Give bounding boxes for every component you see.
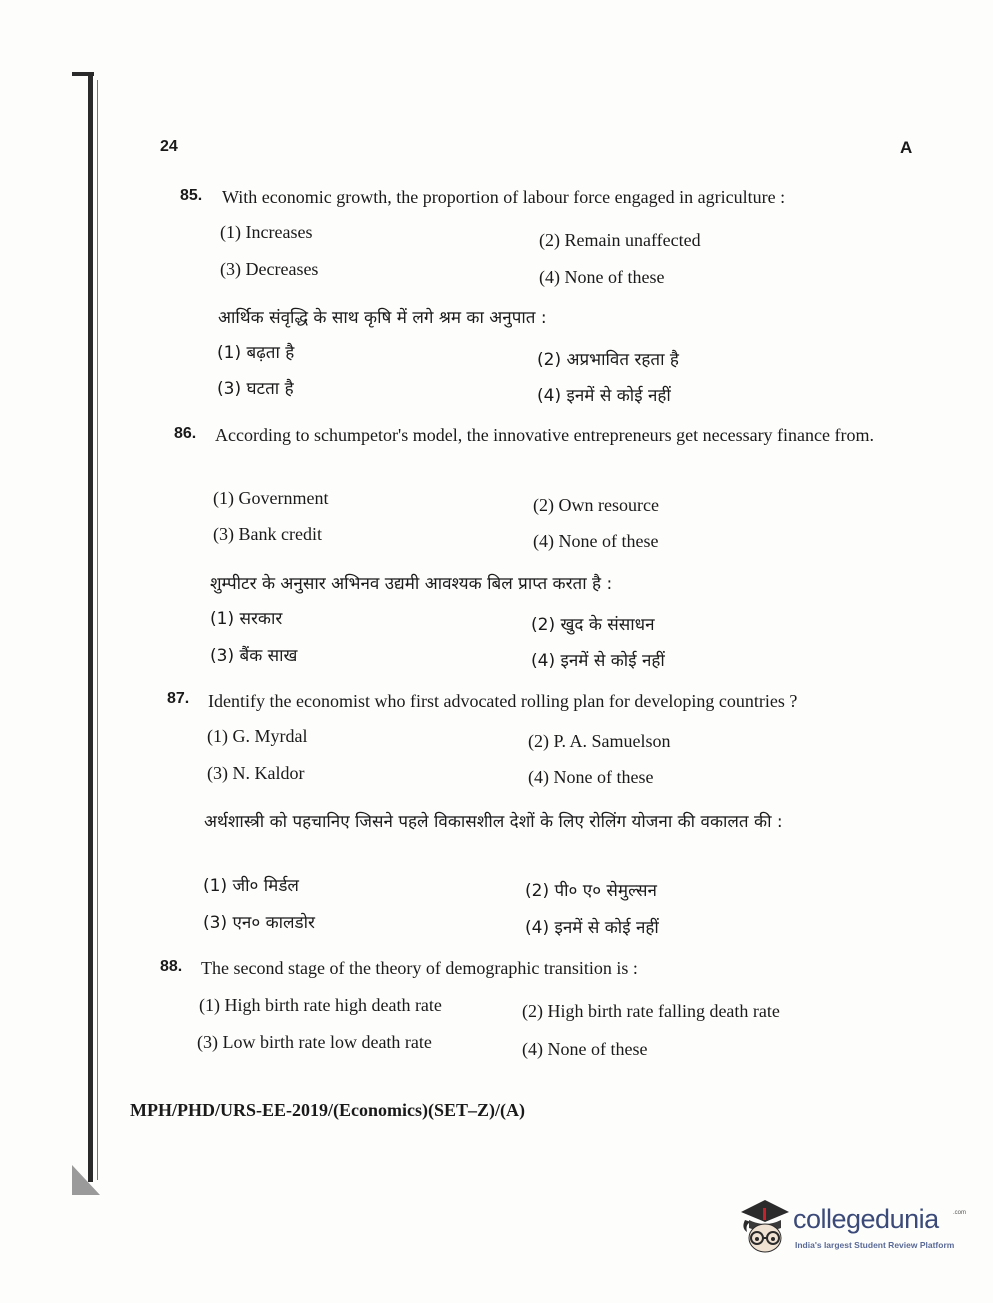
question-text-en: The second stage of the theory of demographic transition is : (201, 958, 638, 978)
question-number: 86. (174, 425, 197, 442)
option-4-hi: (4) इनमें से कोई नहीं (525, 918, 659, 938)
option-1-en: (1) High birth rate high death rate (199, 995, 442, 1015)
option-2-en: (2) Own resource (533, 495, 659, 515)
student-mascot-icon (735, 1198, 793, 1258)
option-1-hi: (1) जी० मिर्डल (203, 876, 299, 896)
option-4-hi: (4) इनमें से कोई नहीं (531, 651, 665, 671)
option-2-en: (2) High birth rate falling death rate (522, 1001, 780, 1021)
option-2-hi: (2) पी० ए० सेमुल्सन (525, 881, 657, 901)
question-text-en: Identify the economist who first advocated rolling plan for developing countries ? (208, 691, 798, 711)
option-4-hi: (4) इनमें से कोई नहीं (537, 386, 671, 406)
logo-name: collegedunia (793, 1204, 939, 1234)
option-3-hi: (3) बैंक साख (210, 646, 298, 666)
question-number: 85. (180, 187, 203, 204)
option-3-en: (3) N. Kaldor (207, 763, 305, 783)
option-4-en: (4) None of these (539, 267, 665, 287)
question-text-hi: शुम्पीटर के अनुसार अभिनव उद्यमी आवश्यक बिल प्राप्त करता है : (210, 574, 613, 594)
binding-line (97, 80, 98, 1180)
option-3-en: (3) Bank credit (213, 524, 322, 544)
paper-code-footer: MPH/PHD/URS-EE-2019/(Economics)(SET–Z)/(A) (130, 1100, 525, 1120)
page-number: 24 (160, 138, 178, 155)
binding-bar (88, 72, 93, 1182)
option-3-hi: (3) घटता है (217, 379, 294, 399)
option-1-hi: (1) सरकार (210, 609, 283, 629)
option-3-hi: (3) एन० कालडोर (203, 913, 315, 933)
option-2-en: (2) P. A. Samuelson (528, 731, 671, 751)
question-text-en: According to schumpetor's model, the innovative entrepreneurs get necessary finance from. (215, 425, 875, 445)
logo-suffix: .com (953, 1210, 967, 1216)
option-1-en: (1) Increases (220, 222, 313, 242)
option-2-hi: (2) खुद के संसाधन (531, 615, 655, 635)
scan-corner-shadow (72, 1165, 100, 1195)
option-1-en: (1) G. Myrdal (207, 726, 308, 746)
option-1-hi: (1) बढ़ता है (217, 343, 295, 363)
option-3-en: (3) Low birth rate low death rate (197, 1032, 432, 1052)
question-text-en: With economic growth, the proportion of labour force engaged in agriculture : (222, 187, 786, 207)
collegedunia-logo[interactable] (735, 1198, 965, 1258)
question-text-hi: आर्थिक संवृद्धि के साथ कृषि में लगे श्रम का अनुपात : (218, 308, 547, 328)
question-text-hi: अर्थशास्त्री को पहचानिए जिसने पहले विकासशील देशों के लिए रोलिंग योजना की वकालत की : (204, 812, 783, 832)
logo-tagline: India's largest Student Review Platform (795, 1240, 955, 1250)
option-4-en: (4) None of these (522, 1039, 648, 1059)
option-3-en: (3) Decreases (220, 259, 319, 279)
option-2-en: (2) Remain unaffected (539, 230, 701, 250)
set-letter: A (900, 138, 913, 157)
option-4-en: (4) None of these (528, 767, 654, 787)
option-4-en: (4) None of these (533, 531, 659, 551)
question-number: 88. (160, 958, 183, 975)
option-1-en: (1) Government (213, 488, 329, 508)
option-2-hi: (2) अप्रभावित रहता है (537, 350, 679, 370)
question-number: 87. (167, 690, 190, 707)
